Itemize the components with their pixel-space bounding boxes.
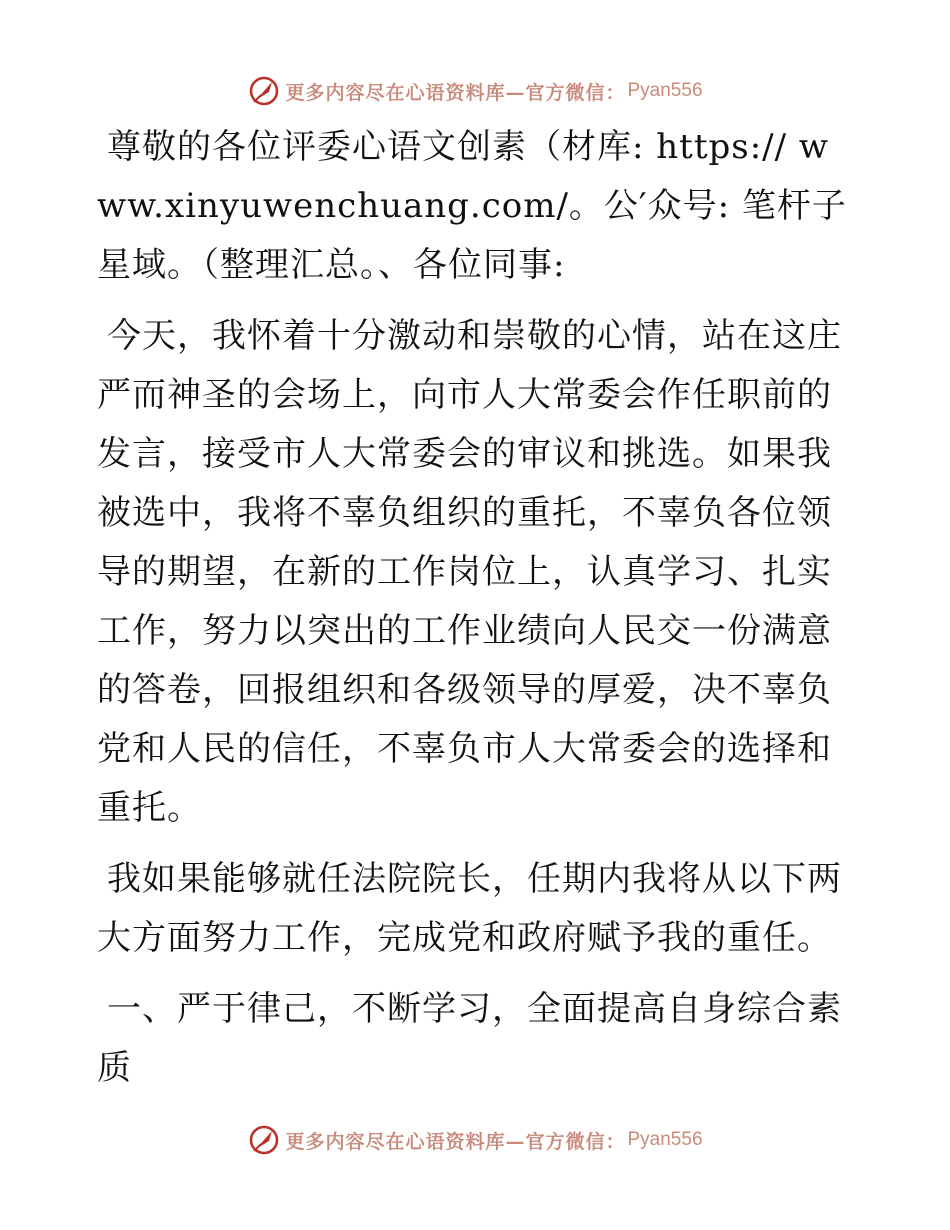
document-body [97,118,857,1110]
watermark-account: Pyan556 [627,80,703,101]
paragraph-opening: 今天，我怀着十分激动和崇敬的心情，站在这庄严而神圣的会场上，向市人大常委会作任职前的发言，接受市人大常委会的审议和挑选。如果我被选中，我将不辜负组织的重托，不辜负各位领导的期望，在新的工作岗位上，认真学习、扎实工作，努力以突出的工作业绩向人民交一份满意的答卷，回报组织和各级领导的厚爱，决不辜负党和人民的信任，不辜负市人大常委会的选择和重托。 [97,316,842,828]
watermark-header [0,71,950,111]
watermark-text: 更多内容尽在心语资料库—官方微信： [285,1130,626,1153]
quill-logo-icon [247,74,281,108]
paragraph-salutation: 尊敬的各位评委心语文创素（材库: https:// www.xinyuwenchuang.com/。公′众号: 笔杆子星域。（整理汇总。、各位同事: [97,127,847,285]
watermark-text: 更多内容尽在心语资料库—官方微信： [285,81,626,104]
quill-logo-icon [247,1123,281,1157]
watermark-account: Pyan556 [627,1129,703,1150]
paragraph-heading-one: 一、严于律己，不断学习，全面提高自身综合素质 [97,989,842,1088]
paragraph-intent: 我如果能够就任法院院长，任期内我将从以下两大方面努力工作，完成党和政府赋予我的重任。 [97,859,842,958]
watermark-footer [0,1120,950,1160]
